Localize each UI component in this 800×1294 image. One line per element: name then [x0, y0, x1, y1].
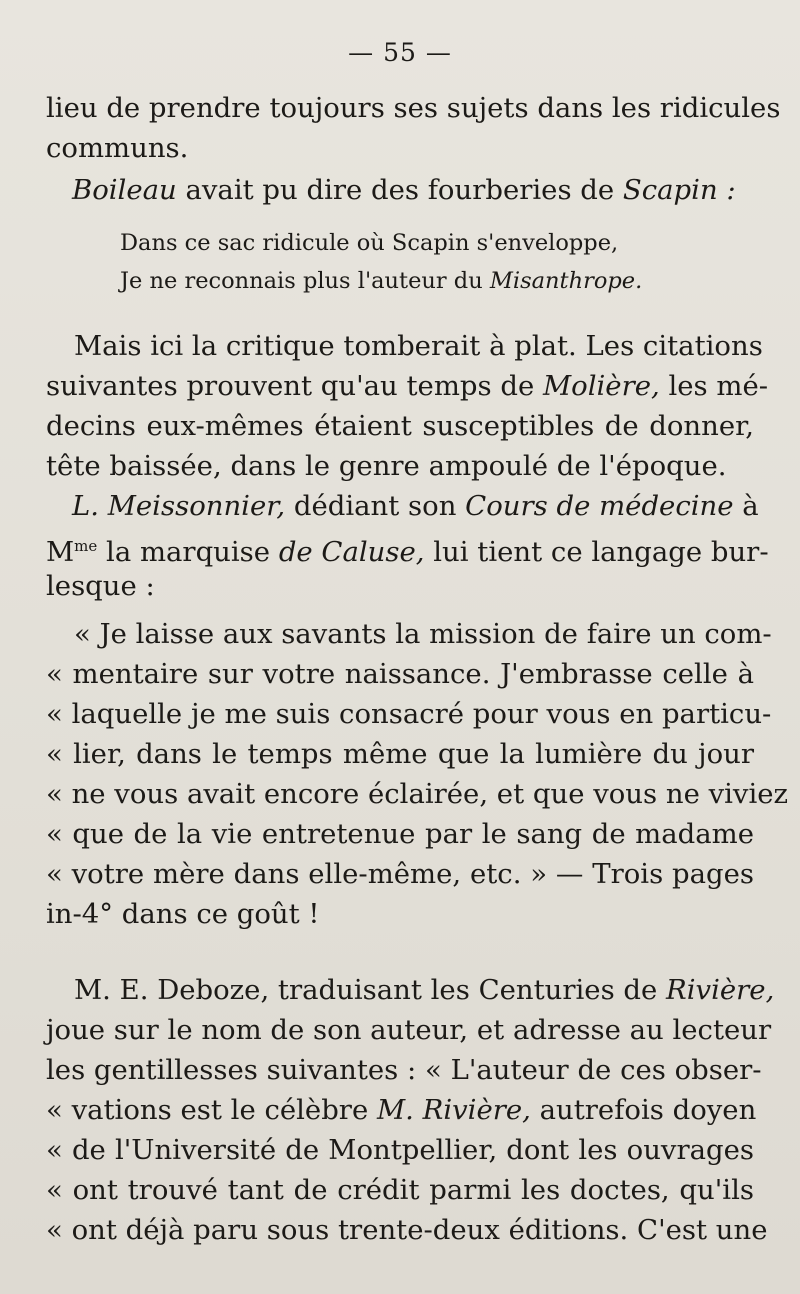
quote-line: « Je laisse aux savants la mission de faire un com- [74, 618, 772, 650]
quote-line: « votre mère dans elle-même, etc. » — Trois pages [46, 858, 754, 890]
verse-line: Je ne reconnais plus l'auteur du Misanthrope. [120, 268, 643, 294]
text-line: joue sur le nom de son auteur, et adresse au lecteur [46, 1014, 772, 1046]
text-line: les gentillesses suivantes : « L'auteur de ces obser- [46, 1054, 762, 1086]
quote-line: « vations est le célèbre M. Rivière, autrefois doyen [46, 1094, 757, 1126]
quote-line: « lier, dans le temps même que la lumière du jour [46, 738, 754, 770]
quote-line: « mentaire sur votre naissance. J'embrasse celle à [46, 658, 754, 690]
text-line: lieu de prendre toujours ses sujets dans les ridicules [46, 92, 781, 124]
text-line: Mais ici la critique tomberait à plat. Les citations [74, 330, 763, 362]
text-line: decins eux-mêmes étaient susceptibles de donner, [46, 410, 754, 442]
text-line: M. E. Deboze, traduisant les Centuries de Rivière, [74, 974, 775, 1006]
quote-line: « de l'Université de Montpellier, dont les ouvrages [46, 1134, 754, 1166]
text-line: tête baissée, dans le genre ampoulé de l'époque. [46, 450, 727, 482]
quote-line: « ont trouvé tant de crédit parmi les doctes, qu'ils [46, 1174, 754, 1206]
text-line: L. Meissonnier, dédiant son Cours de médecine à [72, 490, 759, 522]
text-line: $M^{me}$ la marquise de Caluse, lui tient ce langage bur- [46, 536, 769, 569]
quote-line: « laquelle je me suis consacré pour vous en particu- [46, 698, 772, 730]
verse-line: Dans ce sac ridicule où Scapin s'enveloppe, [120, 230, 619, 256]
quote-line: in-4° dans ce goût ! [46, 898, 320, 930]
quote-line: « ne vous avait encore éclairée, et que vous ne viviez [46, 778, 789, 810]
quote-line: « que de la vie entretenue par le sang de madame [46, 818, 754, 850]
author-name: Boileau [72, 174, 177, 206]
page-number: — 55 — [348, 38, 452, 67]
text-line: communs. [46, 132, 189, 164]
text-line: Boileau avait pu dire des fourberies de Scapin : [72, 174, 736, 206]
quote-line: « ont déjà paru sous trente-deux éditions. C'est une [46, 1214, 768, 1246]
text-line: suivantes prouvent qu'au temps de Molière, les mé- [46, 370, 769, 402]
text-line: lesque : [46, 570, 155, 602]
